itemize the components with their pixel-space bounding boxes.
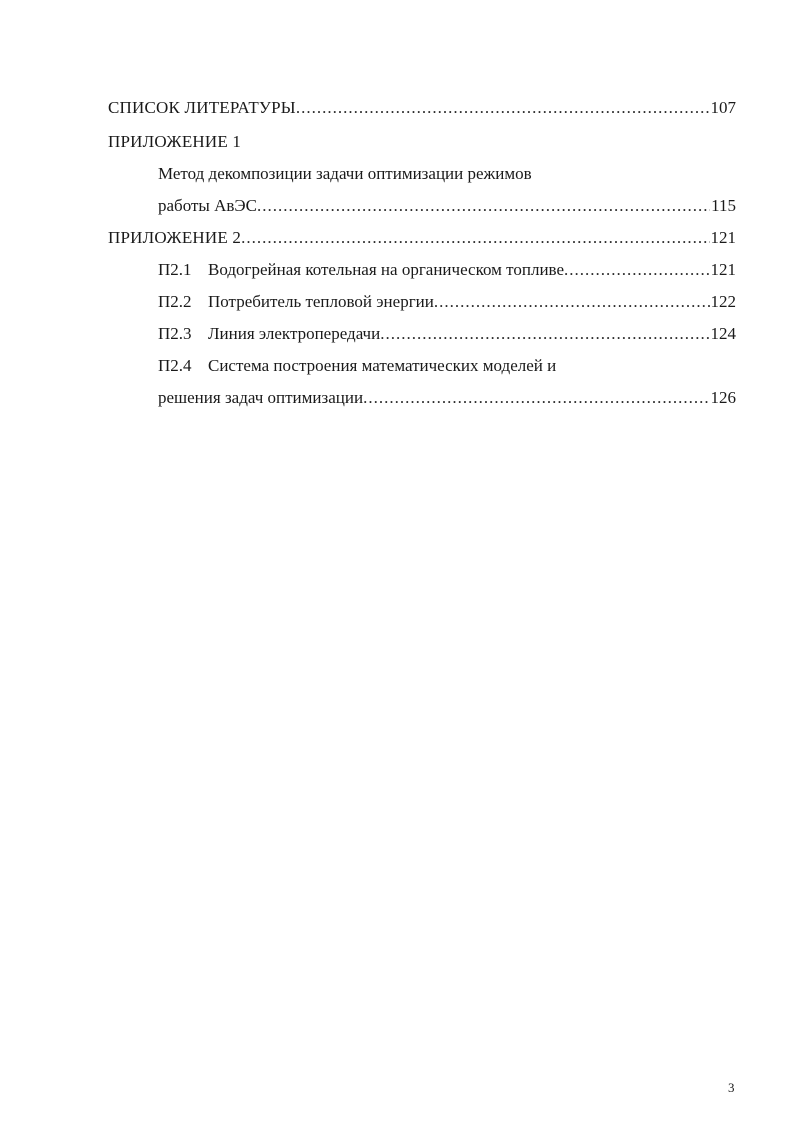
toc-entry-p2-3[interactable] [158, 323, 736, 345]
toc-entry-page: 121 [710, 228, 736, 247]
toc-entry-title: Линия электропередачи [208, 324, 381, 343]
toc-entry-page: 107 [710, 98, 736, 117]
dot-leader [434, 291, 710, 313]
toc-entry-p2-1[interactable] [158, 259, 736, 281]
toc-entry-title: Потребитель тепловой энергии [208, 292, 434, 311]
toc-entry-p2-2[interactable] [158, 291, 736, 313]
toc-entry-appendix-2[interactable] [108, 227, 736, 249]
toc-entry-appendix-1-line-2[interactable] [158, 195, 736, 217]
toc-entry-title: Метод декомпозиции задачи оптимизации режимов [158, 164, 532, 183]
toc-entry-code: П2.3 [158, 324, 192, 343]
toc-entry-page: 122 [710, 292, 736, 311]
toc-entry-code: П2.2 [158, 292, 192, 311]
toc-entry-appendix-1[interactable] [108, 131, 736, 153]
page-number: 3 [728, 1080, 735, 1095]
toc-entry-title: работы АвЭС [158, 196, 257, 215]
toc-entry-title: ПРИЛОЖЕНИЕ 1 [108, 132, 242, 151]
toc-entry-appendix-1-line-1[interactable] [158, 163, 736, 185]
toc-entry-p2-4[interactable] [158, 355, 736, 377]
toc-entry-p2-4-continued[interactable] [158, 387, 736, 409]
toc-entry-title: решения задач оптимизации [158, 388, 364, 407]
toc-entry-code: П2.4 [158, 356, 192, 375]
toc-entry-page: 121 [710, 260, 736, 279]
dot-leader [380, 323, 709, 345]
toc-entry-title: Водогрейная котельная на органическом топливе [208, 260, 565, 279]
toc-entry-code: П2.1 [158, 260, 192, 279]
toc-entry-page: 115 [711, 196, 736, 215]
toc-entry-page: 126 [710, 388, 736, 407]
toc-entry-title: Система построения математических моделей и [208, 356, 557, 375]
dot-leader [257, 195, 710, 217]
toc-entry-title: ПРИЛОЖЕНИЕ 2 [108, 228, 242, 247]
dot-leader [296, 97, 710, 119]
dot-leader [363, 387, 709, 409]
dot-leader [241, 227, 709, 249]
toc-entry-title: СПИСОК ЛИТЕРАТУРЫ [108, 98, 296, 117]
toc-entry-references[interactable] [108, 97, 736, 119]
dot-leader [564, 259, 709, 281]
toc-entry-page: 124 [710, 324, 736, 343]
